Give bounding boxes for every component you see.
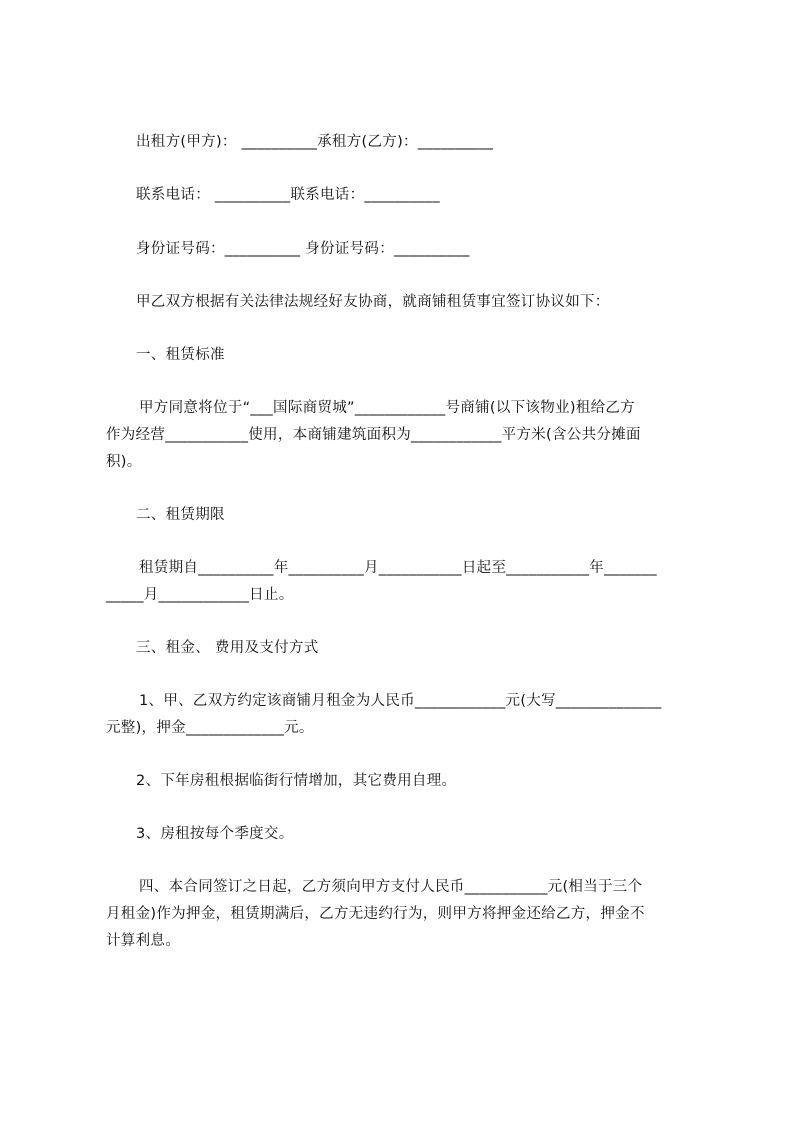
lease-standard-line-3: 积)。 <box>106 454 142 470</box>
rent-clause-1-line-1: 1、甲、乙双方约定该商铺月租金为人民币____________元(大写______________ <box>139 693 662 709</box>
lease-standard-line-1: 甲方同意将位于“___国际商贸城”____________号商铺(以下该物业)租给乙方 <box>139 400 635 416</box>
lease-standard-line-2: 作为经营___________使用，本商铺建筑面积为____________平方米(含公共分摊面 <box>106 427 641 443</box>
lessor-lessee-line: 出租方(甲方)： __________承租方(乙方)：__________ <box>136 134 494 150</box>
section-heading-rent-payment: 三、租金、 费用及支付方式 <box>136 640 319 656</box>
section-heading-lease-term: 二、租赁期限 <box>136 507 225 523</box>
lease-term-line-1: 租赁期自__________年__________月___________日起至___________年_______ <box>139 560 657 576</box>
deposit-clause-line-3: 计算利息。 <box>106 933 180 949</box>
preamble-paragraph: 甲乙双方根据有关法律法规经好友协商，就商铺租赁事宜签订协议如下： <box>136 294 610 310</box>
deposit-clause-line-1: 四、本合同签订之日起，乙方须向甲方支付人民币___________元(相当于三个 <box>139 879 643 895</box>
lease-term-line-2: _____月____________日止。 <box>106 587 294 603</box>
id-number-line: 身份证号码：__________ 身份证号码：__________ <box>136 241 470 257</box>
section-heading-lease-standard: 一、租赁标准 <box>136 347 225 363</box>
rent-clause-1-line-2: 元整)，押金_____________元。 <box>106 720 314 736</box>
phone-line: 联系电话： __________联系电话：__________ <box>136 187 440 203</box>
rent-clause-2: 2、下年房租根据临街行情增加，其它费用自理。 <box>136 773 457 789</box>
deposit-clause-line-2: 月租金)作为押金，租赁期满后，乙方无违约行为，则甲方将押金还给乙方，押金不 <box>106 906 645 922</box>
rent-clause-3: 3、房租按每个季度交。 <box>136 826 294 842</box>
